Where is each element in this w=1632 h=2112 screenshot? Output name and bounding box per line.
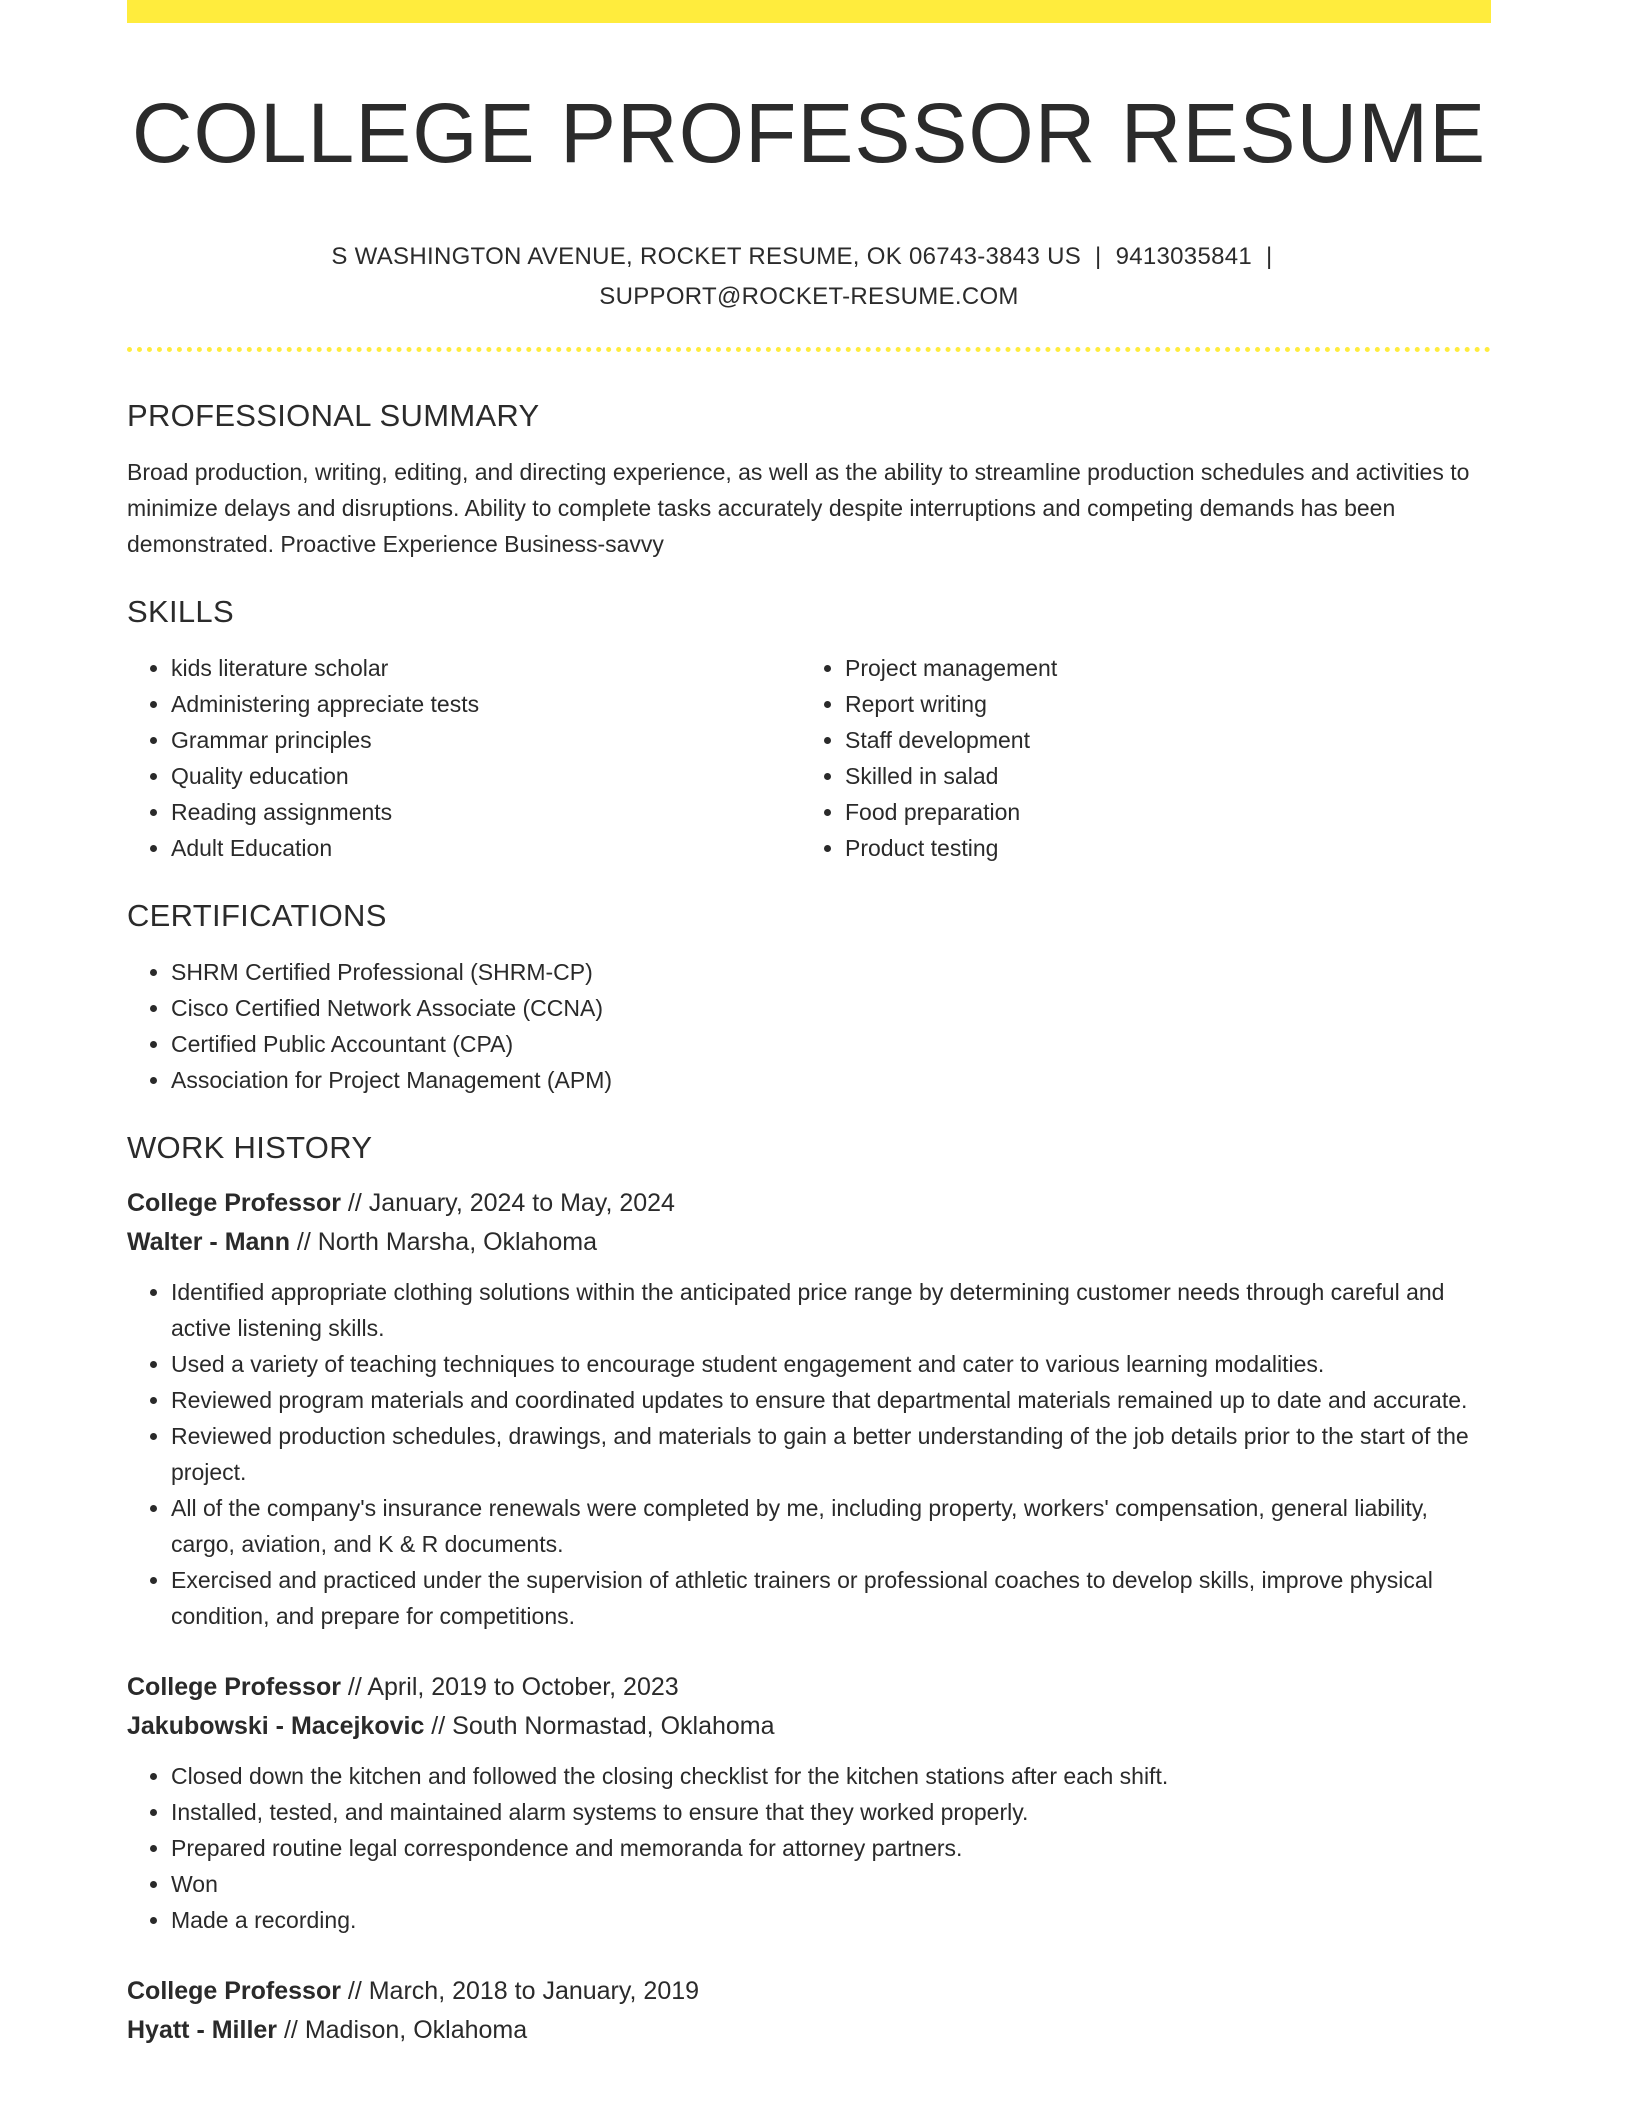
summary-section — [127, 398, 1491, 562]
job-location: // North Marsha, Oklahoma — [289, 1228, 598, 1257]
certification-item: • Cisco Certified Network Associate (CCNA) — [171, 990, 1491, 1026]
skill-item: • Reading assignments — [171, 794, 801, 830]
job-company-line — [127, 2011, 1491, 2050]
job-title-line — [127, 1668, 1491, 1707]
job-company-line — [127, 1707, 1491, 1746]
work-history-section — [127, 1130, 1491, 2050]
job-company-line — [127, 1223, 1491, 1262]
skill-item: • Product testing — [845, 830, 1475, 866]
skills-section — [127, 594, 1491, 866]
job-entry — [127, 1668, 1491, 1938]
job-title-line — [127, 1972, 1491, 2011]
skills-list-right — [801, 650, 1475, 866]
contact-address: S WASHINGTON AVENUE, ROCKET RESUME, OK 06743-3843 US — [331, 243, 1082, 271]
job-entry — [127, 1972, 1491, 2050]
job-bullet: • Exercised and practiced under the supervision of athletic trainers or professional coaches to develop skills, improve physical condition, and prepare for competitions. — [171, 1562, 1491, 1634]
job-bullet: • Reviewed production schedules, drawings, and materials to gain a better understanding of the job details prior to the start of the project. — [171, 1418, 1491, 1490]
job-bullet: • Used a variety of teaching techniques to encourage student engagement and cater to various learning modalities. — [171, 1346, 1491, 1382]
skill-item: • Adult Education — [171, 830, 801, 866]
skill-item: • Quality education — [171, 758, 801, 794]
job-location: // Madison, Oklahoma — [277, 2016, 528, 2045]
skills-grid — [127, 650, 1491, 866]
resume-title: COLLEGE PROFESSOR RESUME — [131, 86, 1487, 180]
job-title: College Professor — [127, 1189, 341, 1218]
job-dates: // January, 2024 to May, 2024 — [340, 1189, 675, 1218]
job-bullet: • Made a recording. — [171, 1902, 1491, 1938]
skill-item: • Project management — [845, 650, 1475, 686]
job-bullet: • Prepared routine legal correspondence and memoranda for attorney partners. — [171, 1830, 1491, 1866]
job-bullet: • All of the company's insurance renewals were completed by me, including property, workers' compensation, general liability, cargo, aviation, and K & R documents. — [171, 1490, 1491, 1562]
skill-item: • Report writing — [845, 686, 1475, 722]
contact-info — [127, 237, 1491, 317]
job-company: Jakubowski - Macejkovic — [127, 1712, 425, 1741]
job-company: Hyatt - Miller — [127, 2016, 278, 2045]
skill-item: • Food preparation — [845, 794, 1475, 830]
resume-page — [127, 0, 1491, 2050]
job-bullet: • Installed, tested, and maintained alarm systems to ensure that they worked properly. — [171, 1794, 1491, 1830]
job-bullet: • Reviewed program materials and coordinated updates to ensure that departmental materials remained up to date and accurate. — [171, 1382, 1491, 1418]
top-accent-bar — [127, 0, 1491, 23]
skills-list-left — [127, 650, 801, 866]
job-bullet: • Won — [171, 1866, 1491, 1902]
job-dates: // March, 2018 to January, 2019 — [340, 1977, 700, 2006]
certification-item: • Certified Public Accountant (CPA) — [171, 1026, 1491, 1062]
skill-item: • Grammar principles — [171, 722, 801, 758]
job-bullets — [127, 1274, 1491, 1634]
section-heading-work-history: WORK HISTORY — [127, 1130, 373, 1166]
section-heading-certifications: CERTIFICATIONS — [127, 898, 387, 934]
job-entry — [127, 1184, 1491, 1634]
contact-separator: | — [1095, 243, 1102, 271]
certifications-section — [127, 898, 1491, 1098]
skill-item: • kids literature scholar — [171, 650, 801, 686]
job-bullet: • Identified appropriate clothing solutions within the anticipated price range by determining customer needs through careful and active listening skills. — [171, 1274, 1491, 1346]
certification-item: • SHRM Certified Professional (SHRM-CP) — [171, 954, 1491, 990]
job-title-line — [127, 1184, 1491, 1223]
section-heading-summary: PROFESSIONAL SUMMARY — [127, 398, 540, 434]
skill-item: • Skilled in salad — [845, 758, 1475, 794]
skill-item: • Staff development — [845, 722, 1475, 758]
job-title: College Professor — [127, 1977, 341, 2006]
certification-item: • Association for Project Management (APM) — [171, 1062, 1491, 1098]
job-title: College Professor — [127, 1673, 341, 1702]
section-heading-skills: SKILLS — [127, 594, 234, 630]
skill-item: • Administering appreciate tests — [171, 686, 801, 722]
job-company: Walter - Mann — [127, 1228, 290, 1257]
contact-email: SUPPORT@ROCKET-RESUME.COM — [599, 283, 1019, 311]
certifications-list — [127, 954, 1491, 1098]
summary-text: Broad production, writing, editing, and directing experience, as well as the ability to streamline production schedules and activities to minimize delays and disruptions. Ability to complete tasks accurately despite interruptions and competing demands has been demonstrated. Proactive Experience Business-savvy — [127, 459, 1470, 558]
job-bullets — [127, 1758, 1491, 1938]
header-divider — [127, 347, 1491, 352]
job-dates: // April, 2019 to October, 2023 — [340, 1673, 679, 1702]
job-bullet: • Closed down the kitchen and followed the closing checklist for the kitchen stations after each shift. — [171, 1758, 1491, 1794]
job-location: // South Normastad, Oklahoma — [424, 1712, 775, 1741]
contact-separator: | — [1266, 243, 1273, 271]
contact-phone: 9413035841 — [1115, 243, 1253, 271]
